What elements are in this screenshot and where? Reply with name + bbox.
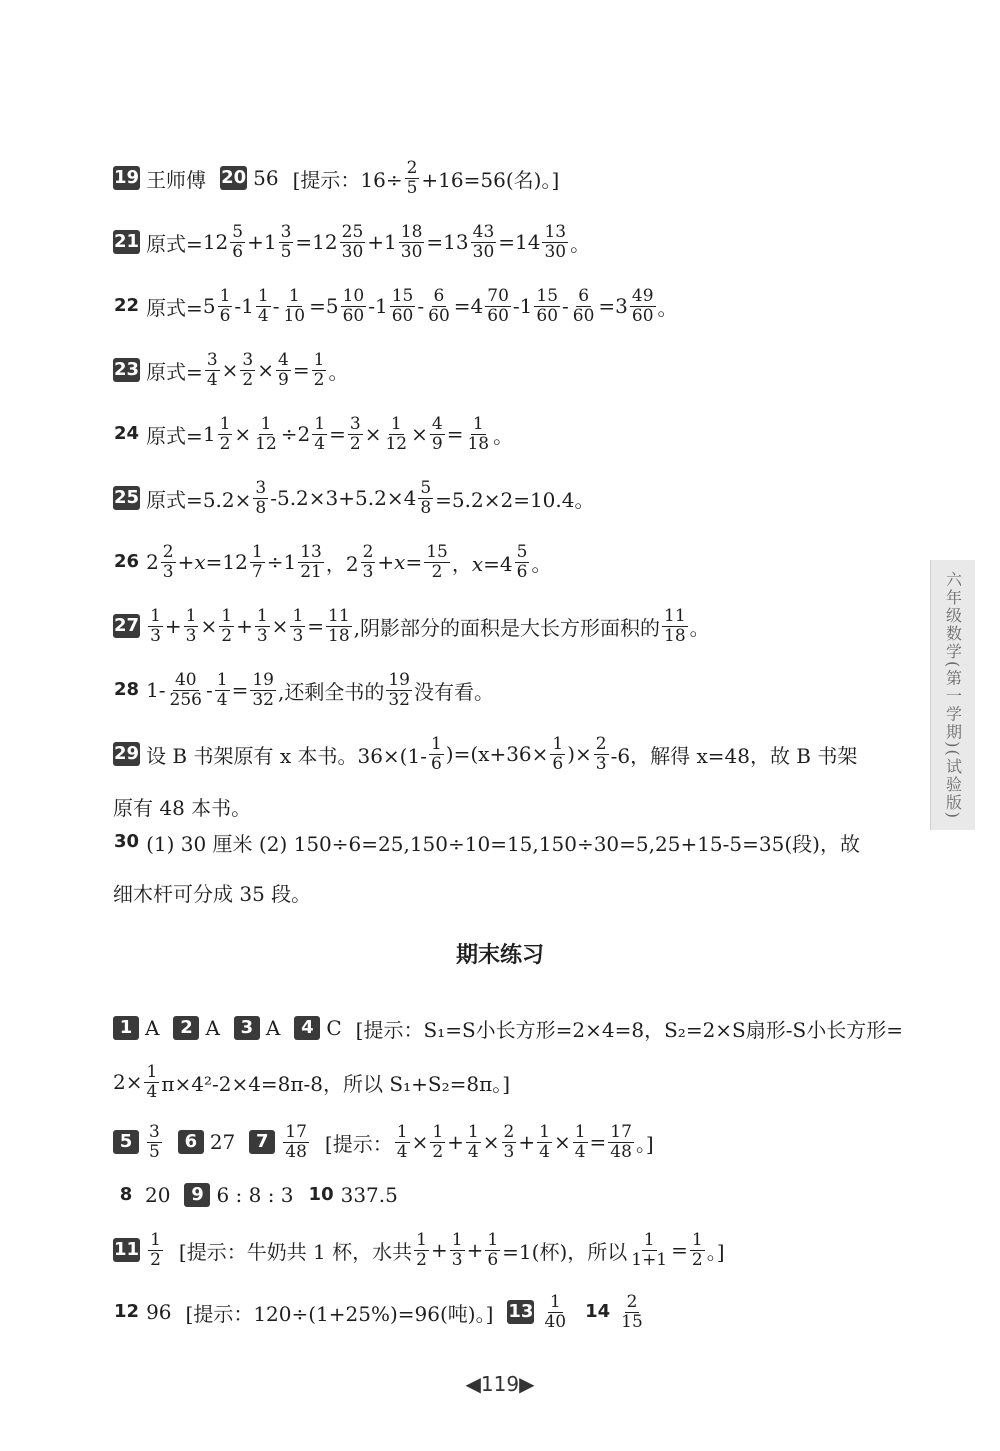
answer-4-line2 [113, 1052, 510, 1112]
answer-30-line2: 细木杆可分成 35 段。 [113, 882, 312, 906]
fraction: 25 30 [341, 221, 364, 262]
fraction: $\frac{1}{2}$ [313, 349, 325, 390]
fraction: 2 15 [621, 1291, 643, 1332]
mid-text: -5.2×3+5.2×4 [270, 486, 417, 510]
hint-text: +16=56(名)。] [421, 167, 560, 192]
fraction: 1 40 [544, 1291, 567, 1332]
fraction: $\frac{5}{8}$ [420, 477, 432, 518]
question-number: 11 [114, 1239, 140, 1260]
hint-text: [提示：120÷(1+25%)=96(吨)。] [185, 1301, 494, 1326]
fraction: 5 6 [516, 541, 528, 582]
fraction: $\frac{3}{2}$ [242, 349, 254, 390]
fraction: $\frac{1}{4}$ [396, 1121, 408, 1162]
hint-text: 2× [113, 1070, 143, 1094]
fraction: $\frac{3}{4}$ [206, 349, 218, 390]
prefix-text: 原式=5.2× [146, 487, 252, 512]
answer-23: 23 原式= $\frac{3}{4}$ × $\frac{3}{2}$ × $\frac{4}{9}$ = $\frac{1}{2}$ 。 [114, 349, 349, 390]
answer-19-20 [113, 148, 559, 208]
prefix-text: 原式= [146, 231, 203, 256]
question-number: 23 [114, 359, 140, 380]
fraction: $\frac{2}{5}$ [406, 157, 418, 198]
question-number: 2 [173, 1016, 199, 1040]
tail-text: 没有看。 [414, 679, 494, 704]
answer-text: A [265, 1016, 281, 1040]
fraction: $\frac{4}{9}$ [278, 349, 289, 390]
answer-text: )=(x+36× [445, 742, 549, 766]
fraction: $\frac{3}{2}$ [349, 413, 361, 454]
fraction: 1 2 [150, 1229, 161, 1270]
answer-text: C [326, 1016, 342, 1040]
answer-11: 11 1 2 [提示：牛奶共 1 杯，水共 1 2 + $\frac{1}{3}$ + $\frac{1}{6}$ =1(杯)，所以 $\frac{1}{1+1}$ = $\frac{1}{2}$ 。] [114, 1229, 725, 1270]
prefix-text: 原式= [146, 359, 203, 384]
answer-26: 26 2 2 3 +x=12 $\frac{1}{7}$ ÷1 13 21 ，2 2 3 +x= $\frac{15}{2}$ ，x=4 5 6 。 [114, 541, 552, 582]
answer-text: 337.5 [340, 1183, 398, 1207]
prefix-text: 原式= [146, 423, 203, 448]
fraction: $\frac{1}{3}$ [256, 605, 268, 646]
question-number: 9 [184, 1183, 210, 1207]
fraction: 5 6 [232, 221, 244, 262]
answer-12-14 [113, 1282, 647, 1342]
fraction: $\frac{1}{2}$ [691, 1229, 703, 1270]
fraction: 13 21 [300, 541, 322, 582]
answer-text: 王师傅 [146, 167, 207, 192]
hint-text: [提示：牛奶共 1 杯，水共 [178, 1239, 413, 1264]
hint-text: [提示：S₁=S小长方形=2×4=8，S₂=2×S扇形-S小长方形= [355, 1017, 903, 1042]
question-number: 13 [508, 1301, 534, 1322]
fraction: $\frac{2}{3}$ [503, 1121, 515, 1162]
fraction: $\frac{1}{6}$ [487, 1229, 499, 1270]
page-arrow-right-icon: ▶ [519, 1372, 535, 1396]
fraction: $\frac{1}{3}$ [185, 605, 197, 646]
fraction: 2 3 [162, 541, 174, 582]
answer-text: A [145, 1016, 160, 1040]
fraction: $\frac{1}{4}$ [539, 1121, 550, 1162]
fraction: $\frac{17}{48}$ [610, 1121, 632, 1162]
prefix-text: 原式= [146, 295, 203, 320]
fraction: $\frac{1}{4}$ [146, 1061, 158, 1102]
fraction: 10 60 [342, 285, 365, 326]
question-number: 1 [113, 1016, 139, 1040]
question-number: 6 [178, 1130, 204, 1154]
fraction: $\frac{2}{3}$ [595, 733, 607, 774]
fraction: $\frac{3}{5}$ [280, 221, 292, 262]
fraction: 49 60 [631, 285, 654, 326]
fraction: $\frac{1}{4}$ [314, 413, 326, 454]
answer-text: ,还剩全书的 [278, 679, 385, 704]
fraction: $\frac{18}{30}$ [400, 221, 423, 262]
question-number: 4 [294, 1016, 320, 1040]
fraction: 19 32 [388, 669, 410, 710]
fraction: $\frac{1}{18}$ [467, 413, 490, 454]
question-number: 14 [585, 1301, 611, 1322]
question-number: 8 [119, 1184, 133, 1205]
section-title: 期末练习 [455, 943, 544, 968]
fraction: $\frac{1}{1+1}$ [631, 1229, 668, 1270]
answer-24: 24 原式= 1 $\frac{1}{2}$ × $\frac{1}{12}$ ÷2 $\frac{1}{4}$ = $\frac{3}{2}$ × $\frac{1}{12}$ × $\frac{4}{9}$ = $\frac{1}{18}$ 。 [114, 413, 514, 454]
answer-27: 27 1 3 + $\frac{1}{3}$ × $\frac{1}{2}$ + $\frac{1}{3}$ × $\frac{1}{3}$ = $\frac{11}{18}$ ,阴影部分的面积是大长方形面积的 11 18 。 [114, 605, 710, 646]
fraction: $\frac{1}{3}$ [292, 605, 304, 646]
answer-5-7: 5 3 5 6 27 7 17 48 [提示： $\frac{1}{4}$ × $\frac{1}{2}$ + $\frac{1}{4}$ × $\frac{2}{3}$ + $\frac{1}{4}$ × $\frac{1}{4}$ = $\frac{17}{48}$ 。] [113, 1112, 654, 1172]
page-number [0, 1372, 1000, 1396]
fraction: $\frac{43}{30}$ [472, 221, 495, 262]
fraction: 1 2 [416, 1229, 427, 1270]
question-number: 21 [114, 231, 140, 252]
question-number: 28 [114, 679, 140, 700]
answer-29 [113, 724, 857, 784]
answer-1-4 [113, 998, 903, 1058]
answer-text: 20 [145, 1183, 171, 1207]
answer-29-line2: 原有 48 本书。 [113, 796, 252, 820]
answer-30 [113, 812, 860, 872]
hint-text: [提示：16÷ [292, 167, 403, 192]
answer-text: (1) 30 厘米 (2) 150÷6=25,150÷10=15,150÷30=5,25+15-5=35(段)，故 [146, 831, 860, 856]
fraction: 13 30 [544, 221, 567, 262]
fraction: 3 5 [149, 1121, 160, 1162]
fraction: $\frac{1}{3}$ [451, 1229, 463, 1270]
answer-8-10 [113, 1165, 398, 1225]
hint-text: =1(杯)，所以 [502, 1239, 628, 1264]
answer-text: 56 [253, 166, 279, 190]
question-number: 20 [221, 167, 247, 188]
fraction: $\frac{1}{6}$ [552, 733, 564, 774]
answer-text: ,阴影部分的面积是大长方形面积的 [353, 615, 661, 640]
fraction: $\frac{1}{10}$ [283, 285, 306, 326]
tail-text: =5.2×2=10.4。 [435, 487, 595, 512]
fraction: $\frac{15}{2}$ [426, 541, 448, 582]
answer-text: 6 : 8 : 3 [216, 1183, 294, 1207]
question-number: 3 [234, 1016, 260, 1040]
fraction: $\frac{1}{2}$ [219, 413, 231, 454]
question-number: 7 [249, 1130, 275, 1154]
side-tab: 六年级数学(第一学期)(试验版) [930, 560, 975, 830]
fraction: 1 6 [430, 733, 442, 774]
question-number: 19 [114, 167, 140, 188]
answer-text: 27 [209, 1130, 236, 1154]
fraction: 11 18 [664, 605, 686, 646]
fraction: 17 48 [285, 1121, 307, 1162]
fraction: $\frac{1}{12}$ [385, 413, 408, 454]
page-arrow-left-icon: ◀ [465, 1372, 481, 1396]
fraction: $\frac{1}{2}$ [432, 1121, 444, 1162]
answer-22: 22 原式= 5 1 6 -1 1 4 - $\frac{1}{10}$ =5 10 60 -1 15 60 - $\frac{6}{60}$ =4 70 60 -1 15 60 - $\frac{6}{60}$ =3 49 60 。 [114, 285, 678, 326]
question-number: 12 [114, 1301, 140, 1322]
answer-text: A [205, 1016, 220, 1040]
fraction: $\frac{11}{18}$ [328, 605, 350, 646]
page-number-text: 119 [480, 1372, 520, 1396]
fraction: $\frac{1}{7}$ [251, 541, 263, 582]
fraction: 15 60 [391, 285, 414, 326]
answer-28: 28 1- 40 256 - $\frac{1}{4}$ = $\frac{19}{32}$ ,还剩全书的 19 32 没有看。 [114, 669, 494, 710]
question-number: 27 [114, 615, 140, 636]
fraction: 70 60 [487, 285, 509, 326]
answer-text: 设 B 书架原有 x 本书。36×(1- [146, 743, 427, 768]
fraction: 2 3 [362, 541, 374, 582]
fraction: $\frac{4}{9}$ [431, 413, 443, 454]
question-number: 25 [114, 487, 140, 508]
fraction: $\frac{1}{12}$ [255, 413, 277, 454]
answer-text: 96 [146, 1300, 172, 1324]
fraction: $\frac{1}{2}$ [221, 605, 233, 646]
fraction: 40 256 [169, 669, 202, 710]
fraction: 15 60 [536, 285, 559, 326]
fraction: $\frac{1}{4}$ [216, 669, 228, 710]
fraction: $\frac{1}{4}$ [467, 1121, 479, 1162]
question-number: 10 [308, 1184, 334, 1205]
fraction: 1 3 [150, 605, 161, 646]
question-number: 5 [113, 1130, 139, 1154]
question-number: 24 [114, 423, 140, 444]
fraction: 1 6 [219, 285, 231, 326]
fraction: $\frac{3}{8}$ [255, 477, 267, 518]
fraction: $\frac{19}{32}$ [252, 669, 274, 710]
question-number: 30 [114, 831, 140, 852]
fraction: $\frac{1}{4}$ [574, 1121, 586, 1162]
fraction: $\frac{6}{60}$ [428, 285, 450, 326]
answer-25 [113, 468, 594, 528]
fraction: $\frac{6}{60}$ [572, 285, 595, 326]
fraction: 1 4 [257, 285, 269, 326]
question-number: 22 [114, 295, 140, 316]
answer-text: )× [567, 742, 592, 766]
question-number: 26 [114, 551, 140, 572]
answer-21: 21 原式= 12 5 6 +1 $\frac{3}{5}$ =12 25 30 +1 $\frac{18}{30}$ =13 $\frac{43}{30}$ =14 13 30 。 [114, 221, 591, 262]
question-number: 29 [114, 743, 140, 764]
hint-text: π×4²-2×4=8π-8，所以 S₁+S₂=8π。] [161, 1071, 511, 1096]
hint-text: [提示： [324, 1131, 393, 1156]
answer-text: -6，解得 x=48，故 B 书架 [610, 743, 858, 768]
